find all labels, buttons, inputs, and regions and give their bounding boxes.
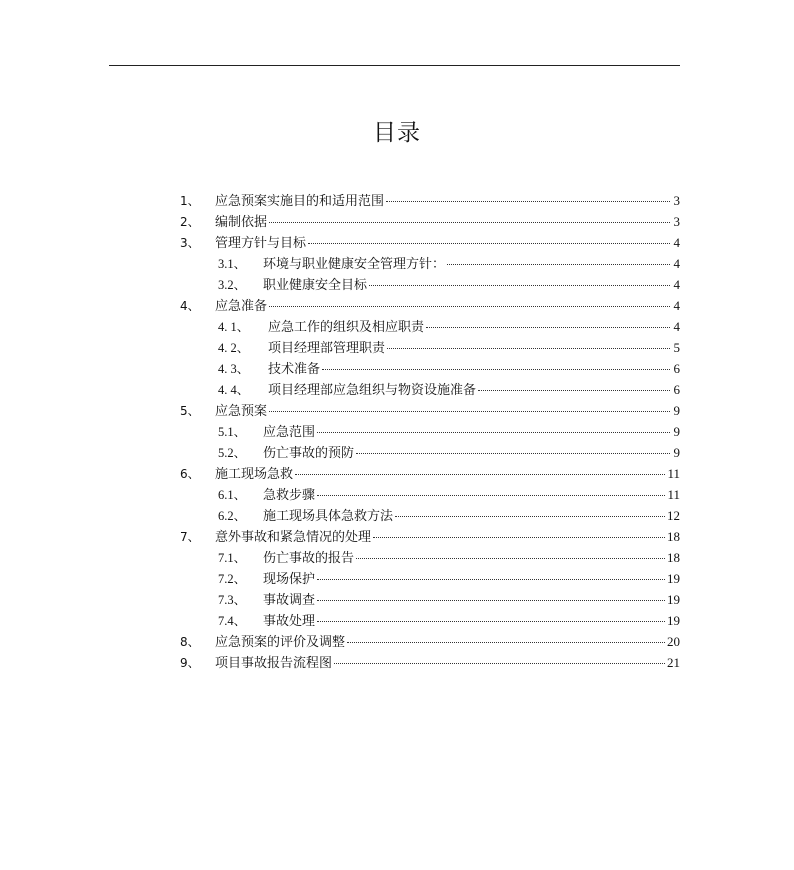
toc-entry-title: 施工现场急救 (215, 467, 294, 482)
toc-dot-leader (347, 638, 665, 643)
toc-entry-number: 3.1、 (218, 257, 247, 271)
toc-entry[interactable] (180, 463, 680, 484)
toc-entry-page: 4 (673, 319, 680, 334)
toc-entry-title: 事故调查 (263, 593, 316, 608)
toc-entry-page: 19 (667, 571, 680, 586)
toc-entry[interactable] (180, 295, 680, 316)
toc-entry-title: 事故处理 (263, 614, 316, 629)
toc-dot-leader (387, 344, 670, 349)
toc-entry-title: 管理方针与目标 (215, 236, 307, 251)
toc-entry-title: 现场保护 (263, 572, 316, 587)
toc-entry[interactable] (180, 253, 680, 274)
toc-entry[interactable] (180, 484, 680, 505)
toc-entry-page: 6 (673, 382, 680, 397)
toc-entry-page: 4 (673, 235, 680, 250)
toc-entry[interactable] (180, 505, 680, 526)
toc-entry-page: 19 (667, 613, 680, 628)
toc-entry-number: 4、 (180, 299, 200, 313)
toc-entry-page: 4 (673, 256, 680, 271)
toc-dot-leader (317, 575, 665, 580)
toc-entry-title: 意外事故和紧急情况的处理 (215, 530, 372, 545)
toc-entry[interactable] (180, 652, 680, 673)
toc-entry-number: 7、 (180, 530, 200, 544)
toc-entry-page: 5 (673, 340, 680, 355)
toc-entry-page: 9 (673, 445, 680, 460)
toc-entry-title: 伤亡事故的预防 (263, 446, 355, 461)
toc-entry-page: 3 (673, 193, 680, 208)
toc-entry-page: 11 (667, 487, 680, 502)
toc-dot-leader (373, 533, 665, 538)
toc-dot-leader (356, 554, 665, 559)
toc-entry-number: 5、 (180, 404, 200, 418)
toc-dot-leader (356, 449, 670, 454)
toc-entry-number: 2、 (180, 215, 200, 229)
toc-entry-title: 急救步骤 (263, 488, 316, 503)
toc-dot-leader (395, 512, 665, 517)
toc-entry[interactable] (180, 232, 680, 253)
toc-entry-page: 3 (673, 214, 680, 229)
toc-dot-leader (317, 617, 665, 622)
toc-entry-page: 19 (667, 592, 680, 607)
toc-entry-number: 3.2、 (218, 278, 247, 292)
toc-entry-number: 4. 4、 (218, 383, 250, 397)
toc-entry-page: 12 (667, 508, 680, 523)
toc-entry-number: 7.1、 (218, 551, 247, 565)
toc-entry-number: 4. 2、 (218, 341, 250, 355)
toc-dot-leader (295, 470, 665, 475)
toc-entry-number: 4. 1、 (218, 320, 250, 334)
toc-dot-leader (426, 323, 670, 328)
toc-entry-title: 项目经理部应急组织与物资设施准备 (268, 383, 477, 398)
toc-entry-number: 3、 (180, 236, 200, 250)
toc-entry-title: 施工现场具体急救方法 (263, 509, 394, 524)
toc-entry-title: 编制依据 (215, 215, 268, 230)
toc-entry-title: 应急工作的组织及相应职责 (268, 320, 425, 335)
toc-dot-leader (478, 386, 670, 391)
toc-entry-page: 9 (673, 403, 680, 418)
toc-entry[interactable] (180, 190, 680, 211)
toc-dot-leader (317, 596, 665, 601)
table-of-contents (180, 190, 680, 673)
toc-entry[interactable] (180, 337, 680, 358)
toc-entry-page: 21 (667, 655, 680, 670)
toc-entry-title: 项目经理部管理职责 (268, 341, 386, 356)
toc-entry-number: 7.3、 (218, 593, 247, 607)
toc-entry-page: 9 (673, 424, 680, 439)
toc-entry[interactable] (180, 316, 680, 337)
toc-entry-title: 项目事故报告流程图 (215, 656, 333, 671)
toc-dot-leader (269, 302, 670, 307)
toc-entry[interactable] (180, 589, 680, 610)
toc-entry-number: 1、 (180, 194, 200, 208)
toc-entry-number: 8、 (180, 635, 200, 649)
toc-entry-page: 11 (667, 466, 680, 481)
toc-entry-title: 应急准备 (215, 299, 268, 314)
toc-entry-number: 6.1、 (218, 488, 247, 502)
toc-dot-leader (447, 260, 670, 265)
toc-entry-number: 5.1、 (218, 425, 247, 439)
toc-entry-page: 6 (673, 361, 680, 376)
toc-entry-page: 18 (667, 529, 680, 544)
toc-entry[interactable] (180, 442, 680, 463)
toc-dot-leader (269, 218, 670, 223)
toc-entry[interactable] (180, 400, 680, 421)
toc-entry-page: 20 (667, 634, 680, 649)
toc-entry[interactable] (180, 526, 680, 547)
toc-entry[interactable] (180, 358, 680, 379)
toc-entry-page: 18 (667, 550, 680, 565)
toc-dot-leader (317, 428, 670, 433)
toc-dot-leader (334, 659, 665, 664)
header-rule (109, 65, 680, 66)
toc-entry[interactable] (180, 274, 680, 295)
toc-dot-leader (308, 239, 670, 244)
toc-entry-title: 技术准备 (268, 362, 321, 377)
toc-entry-title: 环境与职业健康安全管理方针： (263, 257, 446, 272)
toc-dot-leader (322, 365, 670, 370)
toc-entry-title: 应急范围 (263, 425, 316, 440)
toc-entry[interactable] (180, 211, 680, 232)
toc-entry[interactable] (180, 610, 680, 631)
toc-dot-leader (269, 407, 670, 412)
toc-entry-title: 应急预案 (215, 404, 268, 419)
toc-entry-page: 4 (673, 277, 680, 292)
toc-entry-number: 6、 (180, 467, 200, 481)
toc-dot-leader (369, 281, 670, 286)
toc-entry-number: 7.2、 (218, 572, 247, 586)
toc-entry-title: 应急预案实施目的和适用范围 (215, 194, 385, 209)
toc-entry-title: 伤亡事故的报告 (263, 551, 355, 566)
toc-entry[interactable] (180, 379, 680, 400)
toc-dot-leader (317, 491, 665, 496)
toc-dot-leader (386, 197, 670, 202)
toc-entry-number: 5.2、 (218, 446, 247, 460)
toc-entry-number: 6.2、 (218, 509, 247, 523)
toc-entry-title: 应急预案的评价及调整 (215, 635, 346, 650)
toc-entry-title: 职业健康安全目标 (263, 278, 368, 293)
toc-entry[interactable] (180, 421, 680, 442)
toc-entry[interactable] (180, 547, 680, 568)
toc-entry-number: 7.4、 (218, 614, 247, 628)
toc-title: 目录 (373, 120, 421, 146)
toc-entry-page: 4 (673, 298, 680, 313)
toc-entry-number: 4. 3、 (218, 362, 250, 376)
toc-entry[interactable] (180, 631, 680, 652)
toc-entry-number: 9、 (180, 656, 200, 670)
toc-entry[interactable] (180, 568, 680, 589)
